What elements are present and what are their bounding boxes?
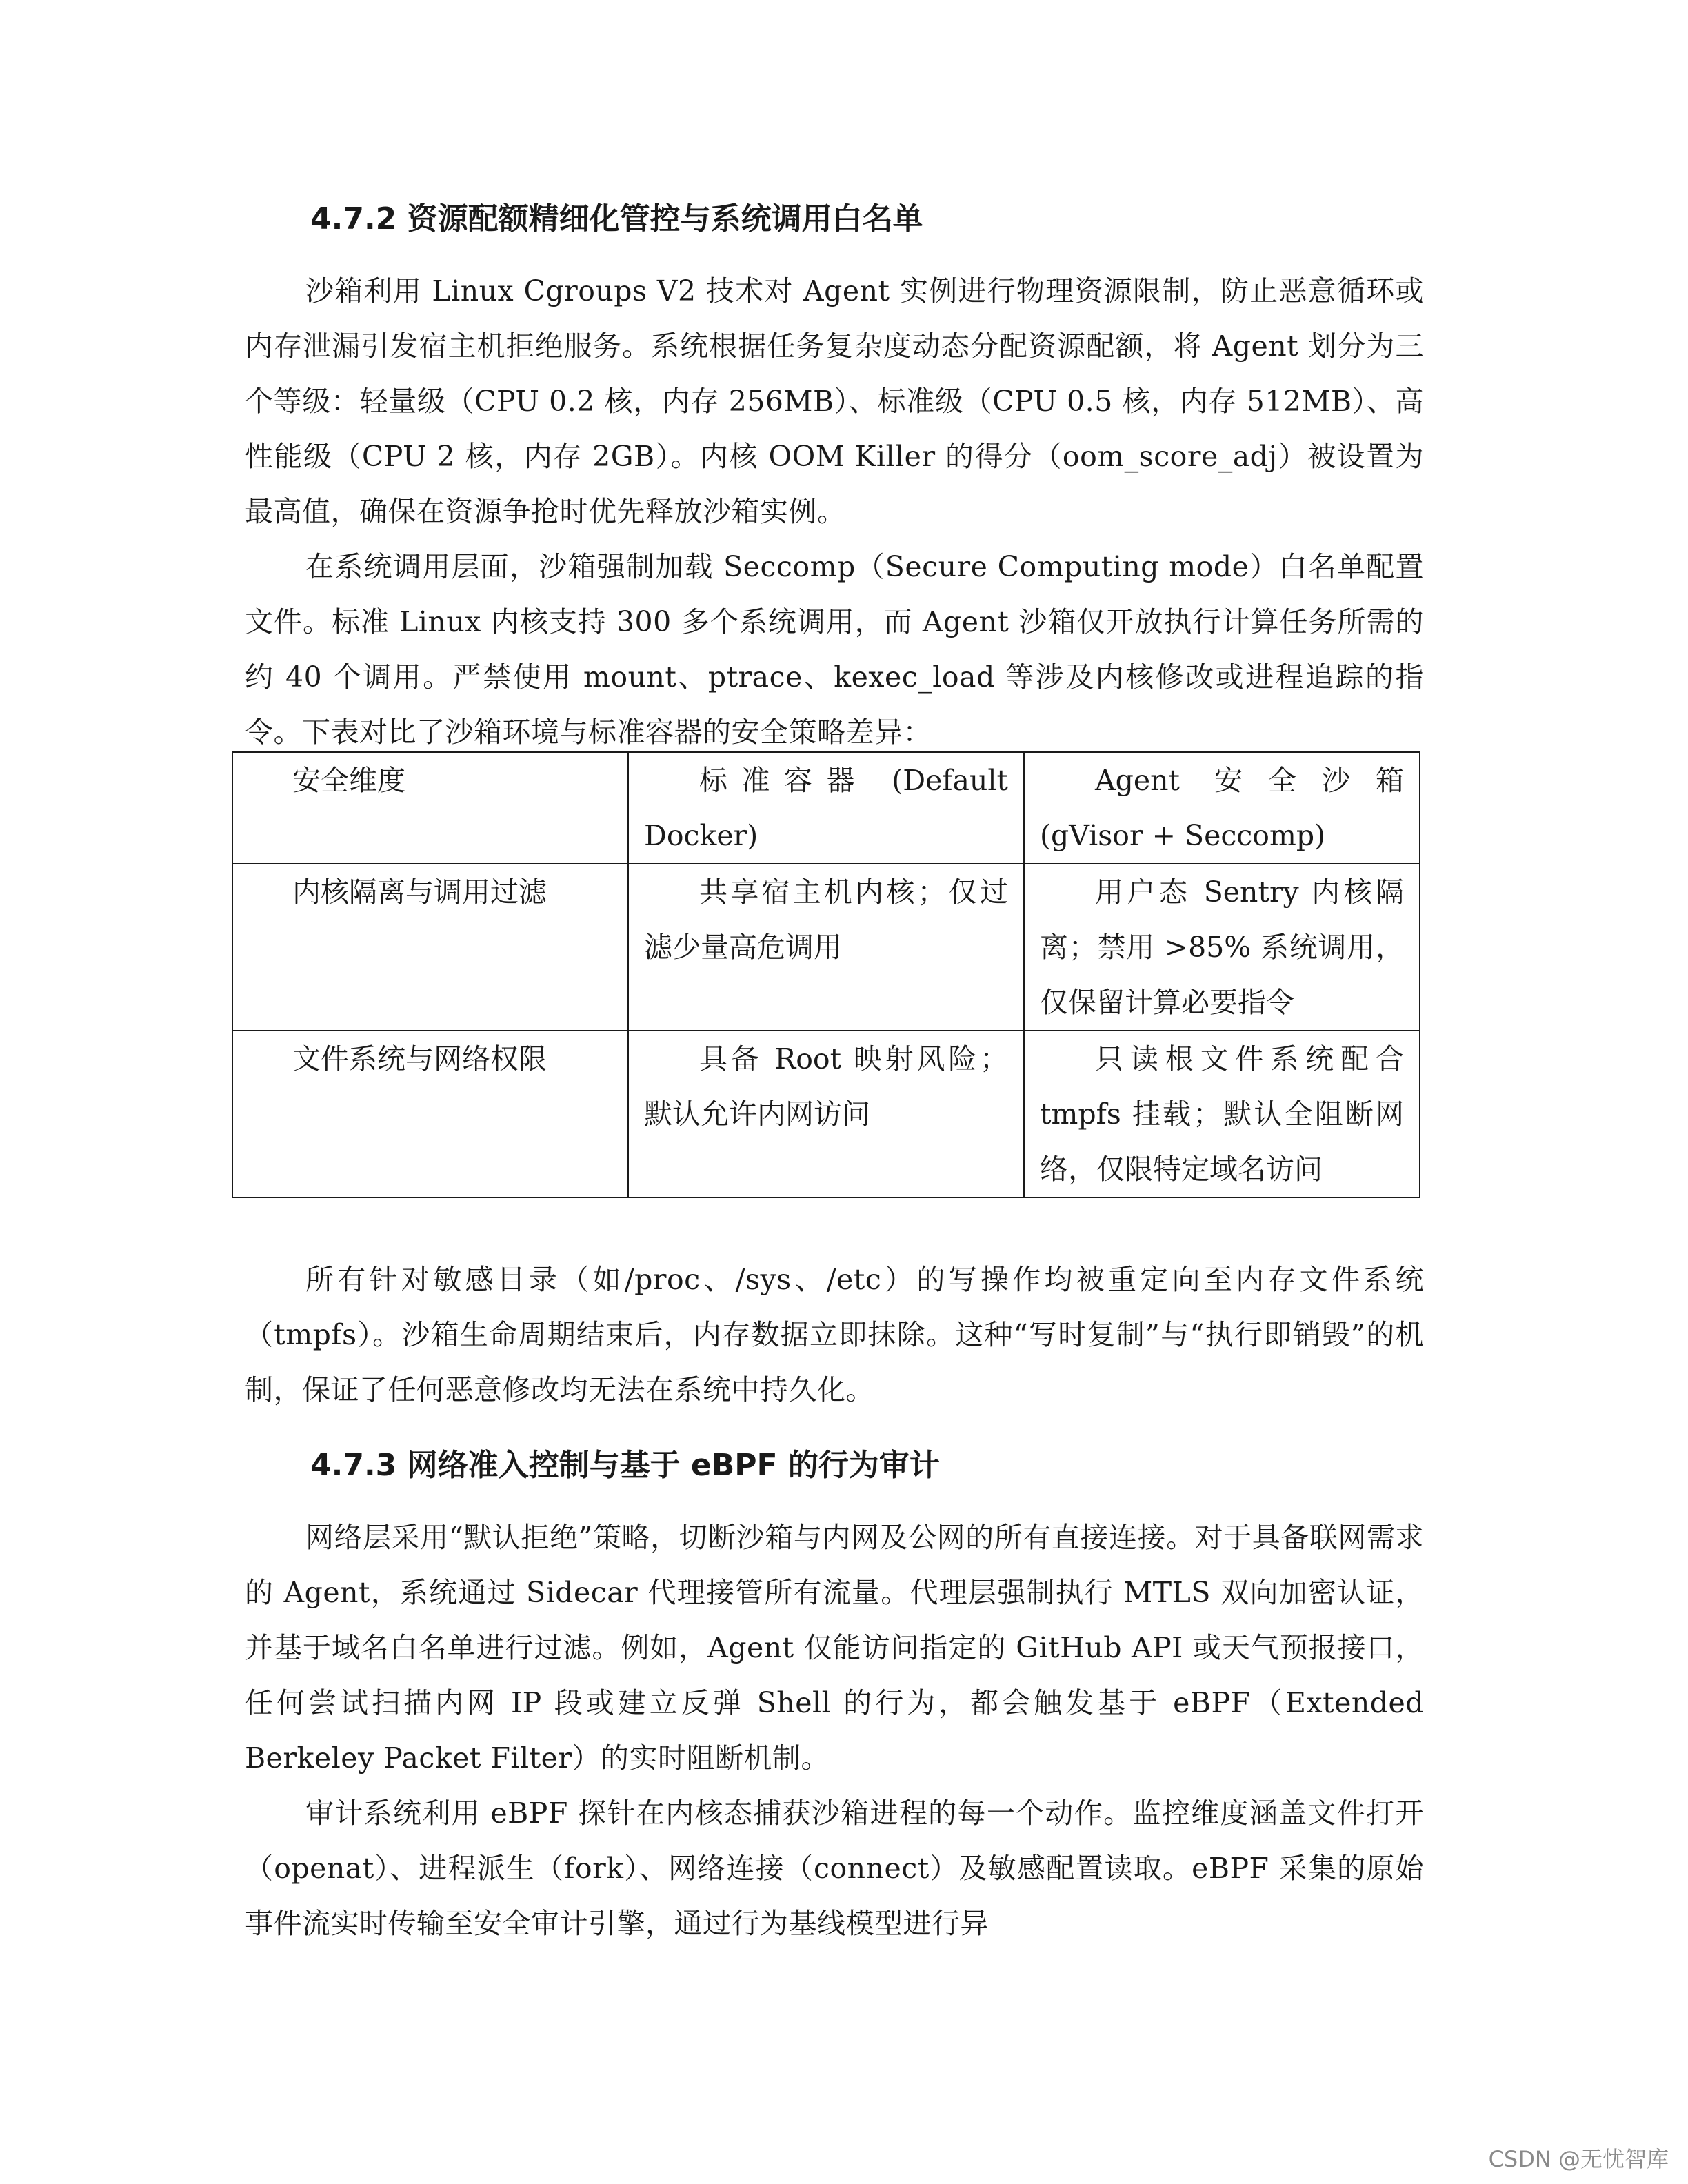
paragraph-seccomp: 在系统调用层面，沙箱强制加载 Seccomp（Secure Computing mode）白名单配置文件。标准 Linux 内核支持 300 多个系统调用，而 Agent 沙箱仅开放执行计算任务所需的约 40 个调用。严禁使用 mount、ptrace、kexec_load 等涉及内核修改或进程追踪的指令。下表对比了沙箱环境与标准容器的安全策略差异： — [245, 550, 1424, 749]
paragraph-ebpf-audit: 审计系统利用 eBPF 探针在内核态捕获沙箱进程的每一个动作。监控维度涵盖文件打开（openat）、进程派生（fork）、网络连接（connect）及敏感配置读取。eBPF 采集的原始事件流实时传输至安全审计引擎，通过行为基线模型进行异 — [245, 1797, 1424, 1940]
section-heading-4-7-3: 4.7.3 网络准入控制与基于 eBPF 的行为审计 — [310, 1448, 940, 1483]
table-cell: 用户态 Sentry 内核隔离；禁用 >85% 系统调用，仅保留计算必要指令 — [1024, 864, 1420, 1031]
table-cell: 共享宿主机内核；仅过滤少量高危调用 — [628, 864, 1024, 1031]
csdn-watermark: CSDN @无忧智库 — [1488, 2146, 1669, 2172]
table-cell: 文件系统与网络权限 — [232, 1031, 628, 1197]
table-header-cell: Agent 安全沙箱 (gVisor + Seccomp) — [1024, 752, 1420, 864]
table-cell: 只读根文件系统配合 tmpfs 挂载；默认全阻断网络，仅限特定域名访问 — [1024, 1031, 1420, 1197]
paragraph-tmpfs: 所有针对敏感目录（如/proc、/sys、/etc）的写操作均被重定向至内存文件系统（tmpfs）。沙箱生命周期结束后，内存数据立即抹除。这种“写时复制”与“执行即销毁”的机制，保证了任何恶意修改均无法在系统中持久化。 — [245, 1263, 1424, 1406]
table-header-cell: 安全维度 — [232, 752, 628, 864]
table-row — [232, 864, 1420, 1031]
table-header-cell: 标准容器 (Default Docker) — [628, 752, 1024, 864]
table-cell: 内核隔离与调用过滤 — [232, 864, 628, 1031]
security-policy-table — [232, 751, 1420, 1198]
paragraph-network: 网络层采用“默认拒绝”策略，切断沙箱与内网及公网的所有直接连接。对于具备联网需求的 Agent，系统通过 Sidecar 代理接管所有流量。代理层强制执行 MTLS 双向加密认证，并基于域名白名单进行过滤。例如，Agent 仅能访问指定的 GitHub API 或天气预报接口，任何尝试扫描内网 IP 段或建立反弹 Shell 的行为，都会触发基于 eBPF（Extended Berkeley Packet Filter）的实时阻断机制。 — [245, 1521, 1424, 1775]
paragraph-cgroups: 沙箱利用 Linux Cgroups V2 技术对 Agent 实例进行物理资源限制，防止恶意循环或内存泄漏引发宿主机拒绝服务。系统根据任务复杂度动态分配资源配额，将 Agent 划分为三个等级：轻量级（CPU 0.2 核，内存 256MB）、标准级（CPU 0.5 核，内存 512MB）、高性能级（CPU 2 核，内存 2GB）。内核 OOM Killer 的得分（oom_score_adj）被设置为最高值，确保在资源争抢时优先释放沙箱实例。 — [245, 274, 1424, 528]
table-cell: 具备 Root 映射风险；默认允许内网访问 — [628, 1031, 1024, 1197]
table-row — [232, 1031, 1420, 1197]
table-header-row — [232, 752, 1420, 864]
section-heading-4-7-2: 4.7.2 资源配额精细化管控与系统调用白名单 — [310, 201, 923, 236]
